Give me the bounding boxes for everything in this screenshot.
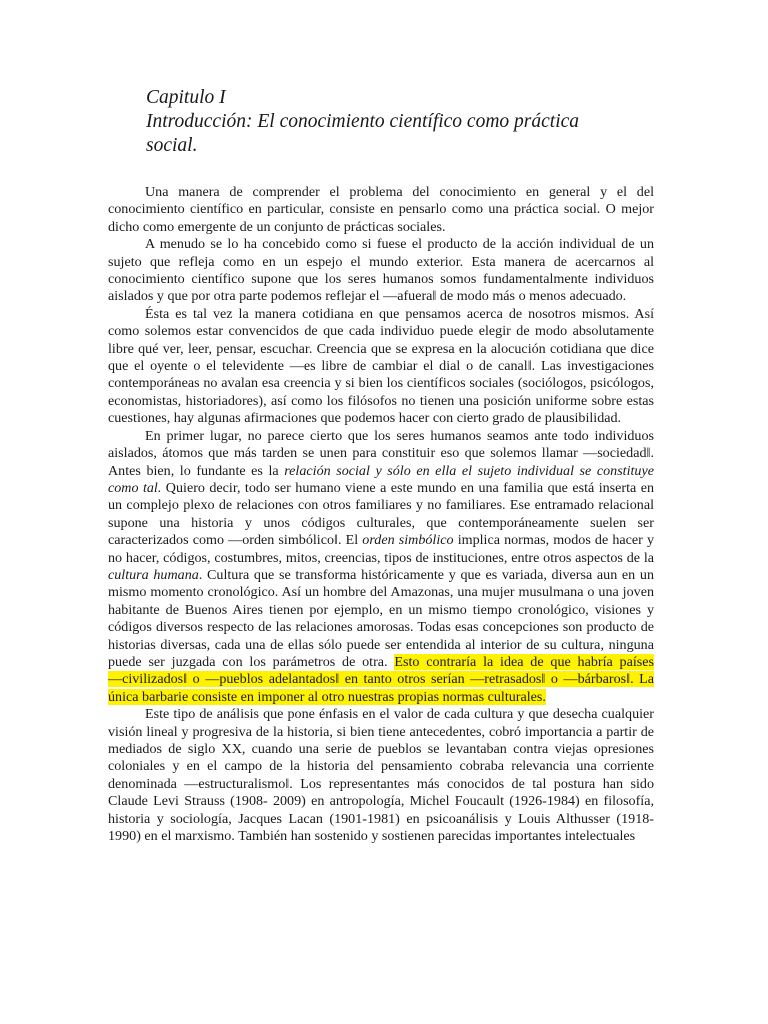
paragraph: [108, 184, 654, 236]
text-segment: implica normas, modos de hacer y no hacer, códigos, costumbres, mitos, creencias, tipos de instituciones, entre otros aspectos de la: [108, 532, 655, 566]
italic-text: cultura humana: [108, 566, 199, 583]
paragraph: [108, 428, 654, 707]
paragraph: [108, 706, 654, 845]
chapter-heading: [146, 86, 616, 158]
body-text: [108, 184, 654, 845]
text-segment: Quiero decir, todo ser humano viene a este mundo en una familia que está inserta en un complejo plexo de relaciones con otros familiares y no familiares. Ese entramado relacional supone una historia y unos códigos culturales, que contemporáneamente suelen ser caracterizados como ―orden simbólico‖. El: [108, 479, 654, 549]
chapter-title: Introducción: El conocimiento científico como práctica social.: [146, 111, 580, 156]
text-segment: En primer lugar, no parece cierto que los seres humanos seamos ante todo individuos aislados, átomos que más tarden se unen para constituir eso que solemos llamar ―sociedad‖. Antes bien, lo fundante es la: [108, 427, 654, 479]
paragraph: [108, 236, 654, 306]
text-segment: A menudo se lo ha concebido como si fuese el producto de la acción individual de un sujeto que refleja como en un espejo el mundo exterior. Esta manera de acercarnos al conocimiento científico supone que los seres humanos somos fundamentalmente individuos aislados y que por otra parte podemos reflejar el ―afuera‖ de modo más o menos adecuado.: [108, 236, 654, 305]
italic-text: relación social y sólo en ella el sujeto individual se constituye como tal.: [108, 462, 654, 496]
text-segment: Este tipo de análisis que pone énfasis en el valor de cada cultura y que desecha cualquier visión lineal y progresiva de la historia, si bien tiene antecedentes, cobró importancia a partir de mediados de siglo XX, cuando una serie de pueblos se levantaban contra viejas opresiones coloniales y en el campo de la historia del pensamiento cobraba relevancia una corriente denominada ―estructuralismo‖. Los representantes más conocidos de tal postura han sido Claude Levi Strauss (1908- 2009) en antropología, Michel Foucault (1926-1984) en filosofía, historia y sociología, Jacques Lacan (1901-1981) en psicoanálisis y Louis Althusser (1918- 1990) en el marxismo. También han sostenido y sostienen parecidas importantes intelectuales: [108, 706, 654, 845]
text-segment: . Cultura que se transforma históricamente y que es variada, diversa aun en un mismo momento cronológico. Así un hombre del Amazonas, una mujer musulmana o una joven habitante de Buenos Aires tienen por ejemplo, en un mismo tiempo cronológico, visiones y códigos diversos respecto de las relaciones amorosas. Todas esas concepciones son producto de historias diversas, cada una de ellas sólo puede ser entendida al interior de su cultura, ninguna puede ser juzgada con los parámetros de otra.: [108, 566, 654, 670]
chapter-number: Capitulo I: [146, 87, 226, 108]
document-page: [108, 86, 654, 845]
text-segment: Una manera de comprender el problema del conocimiento en general y el del conocimiento científico en particular, consiste en pensarlo como una práctica social. O mejor dicho como emergente de un conjunto de prácticas sociales.: [108, 184, 654, 235]
highlighted-text: Esto contraría la idea de que habría países ―civilizados‖ o ―pueblos adelantados‖ en tanto otros serían ―retrasados‖ o ―bárbaros‖. La única barbarie consiste en imponer al otro nuestras propias normas culturales.: [108, 653, 654, 705]
italic-text: orden simbólico: [362, 532, 454, 549]
paragraph: [108, 306, 654, 428]
text-segment: Ésta es tal vez la manera cotidiana en que pensamos acerca de nosotros mismos. Así como solemos estar convencidos de que cada individuo puede elegir de modo absolutamente libre qué ver, leer, pensar, escuchar. Creencia que se expresa en la alocución cotidiana que dice que el oyente o el televidente ―es libre de cambiar el dial o de canal‖. Las investigaciones contemporáneas no avalan esa creencia y si bien los científicos sociales (sociólogos, psicólogos, economistas, historiadores), así como los filósofos no tienen una posición uniforme sobre estas cuestiones, hay algunas afirmaciones que podemos hacer con cierto grado de plausibilidad.: [108, 305, 654, 427]
